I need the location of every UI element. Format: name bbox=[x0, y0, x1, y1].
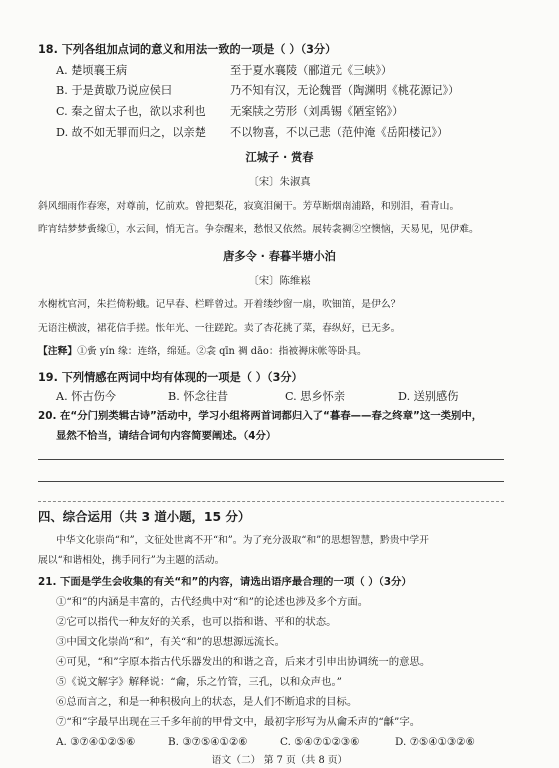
q21-sentence-6: ⑥总而言之，和是一种积极向上的状态，是人们不断追求的目标。 bbox=[56, 696, 358, 708]
answer-line-2 bbox=[38, 481, 504, 482]
poem2-author: 〔宋〕陈维崧 bbox=[248, 275, 311, 287]
poem1-title: 江城子 · 赏春 bbox=[245, 151, 314, 164]
q21-sentence-3: ③中国文化崇尚“和”，有关“和”的思想源远流长。 bbox=[56, 636, 286, 648]
q21-option-c: C. ⑤④⑦①②③⑥ bbox=[280, 736, 360, 748]
section-divider bbox=[38, 501, 504, 502]
q21-option-d: D. ⑦⑤④①③②⑥ bbox=[395, 736, 475, 748]
q19-option-a: A. 怀古伤今 bbox=[56, 390, 116, 403]
note-text: ①夤 yín 缘：连络，绵延。②衾 qīn 裯 dāo：指被褥床帐等卧具。 bbox=[77, 346, 367, 357]
q21-sentence-1: ①“和”的内涵是丰富的，古代经典中对“和”的论述也涉及多个方面。 bbox=[56, 596, 369, 608]
q18-option-d-left: D. 故不如无罪而归之，以亲楚 bbox=[56, 126, 206, 139]
q18-option-d-right: 不以物喜，不以己悲（范仲淹《岳阳楼记》） bbox=[230, 126, 449, 139]
q21-sentence-4: ④可见，“和”字原本指古代乐器发出的和谐之音，后来才引申出协调统一的意思。 bbox=[56, 656, 431, 668]
q21-stem: 21. 下面是学生会收集的有关“和”的内容，请选出语序最合理的一项（ ）（3分） bbox=[38, 576, 412, 588]
q19-stem: 19. 下列情感在两词中均有体现的一项是（ ）（3分） bbox=[38, 371, 303, 384]
poem2-title: 唐多令 · 春暮半塘小泊 bbox=[223, 250, 336, 263]
section4-intro-line2: 展以“和谐相处，携手同行”为主题的活动。 bbox=[38, 555, 225, 566]
q21-sentence-7: ⑦“和”字最早出现在三千多年前的甲骨文中，最初字形写为从龠禾声的“龢”字。 bbox=[56, 716, 421, 728]
q20-stem-line1: 20. 在“分门别类辑古诗”活动中，学习小组将两首词都归入了“暮春——春之终章”这一类别中， bbox=[38, 410, 483, 422]
q18-option-c-right: 无案牍之劳形（刘禹锡《陋室铭》） bbox=[230, 105, 404, 118]
poem-note bbox=[38, 347, 367, 357]
poem2-line2: 无语注横波，裙花信手搓。怅年光、一往蹉跎。卖了杏花挑了菜，春纵好，已无多。 bbox=[38, 323, 401, 334]
q18-stem: 18. 下列各组加点词的意义和用法一致的一项是（ ）（3分） bbox=[38, 43, 337, 56]
answer-line-1 bbox=[38, 459, 504, 460]
q19-option-d: D. 送别感伤 bbox=[398, 390, 459, 403]
q20-stem-line2: 显然不恰当，请结合词句内容简要阐述。（4分） bbox=[56, 430, 277, 442]
page-footer: 语文（二） 第 7 页（共 8 页） bbox=[211, 755, 348, 766]
q18-option-c-left: C. 秦之留太子也，欲以求利也 bbox=[56, 105, 206, 118]
section4-title: 四、综合运用（共 3 道小题，15 分） bbox=[38, 509, 251, 524]
poem2-line1: 水榭枕官河，朱拦倚粉蛾。记早春、栏畔曾过。开着缕纱窗一扇，吹钿笛，是伊么？ bbox=[38, 299, 401, 310]
poem1-line2: 昨宵结梦梦夤缘①，水云间，悄无言。争奈醒来，愁恨又依然。展转衾裯②空懊恼，天易见，见伊难。 bbox=[38, 224, 479, 235]
q21-option-a: A. ③⑦④①②⑤⑥ bbox=[56, 736, 136, 748]
q19-option-b: B. 怀念往昔 bbox=[168, 390, 229, 403]
q21-option-b: B. ③⑦⑤④①②⑥ bbox=[168, 736, 248, 748]
q21-sentence-2: ②它可以指代一种友好的关系，也可以指和谐、平和的状态。 bbox=[56, 616, 337, 628]
q18-option-b-left: B. 于是黄歇乃说应侯曰 bbox=[56, 84, 173, 97]
q19-option-c: C. 思乡怀亲 bbox=[285, 390, 346, 403]
q18-option-a-right: 至于夏水襄陵（郦道元《三峡》） bbox=[230, 64, 393, 77]
poem1-author: 〔宋〕朱淑真 bbox=[248, 176, 311, 188]
q21-sentence-5: ⑤《说文解字》解释说：“龠，乐之竹管，三孔，以和众声也。” bbox=[56, 676, 342, 688]
poem1-line1: 斜风细雨作春寒，对尊前，忆前欢。曾把梨花，寂寞泪阑干。芳草断烟南浦路，和别泪，看青山。 bbox=[38, 201, 460, 212]
q18-option-b-right: 乃不知有汉，无论魏晋（陶渊明《桃花源记》） bbox=[230, 84, 460, 97]
section4-intro-line1: 中华文化崇尚“和”，文征处世离不开“和”。为了充分汲取“和”的思想智慧，黔贵中学开 bbox=[56, 535, 429, 546]
q18-option-a-left: A. 楚顷襄王病 bbox=[56, 64, 128, 77]
note-label: 【注释】 bbox=[38, 346, 78, 357]
